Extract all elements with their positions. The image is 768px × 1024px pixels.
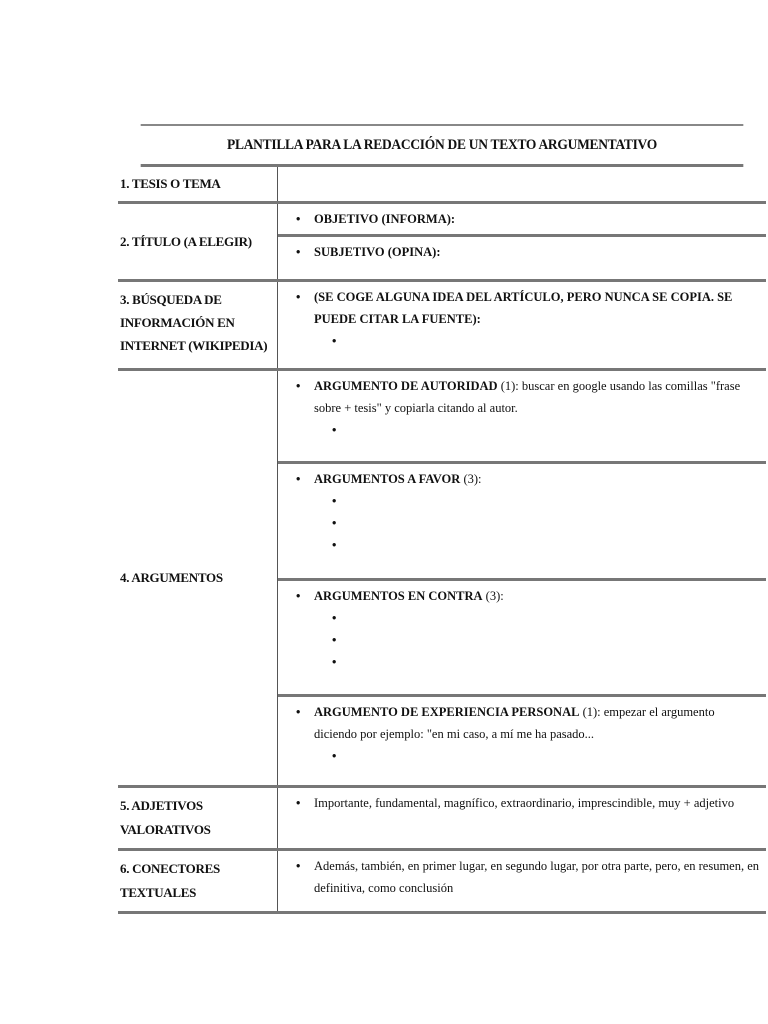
sub-bullet: •	[332, 611, 337, 625]
bullet: •	[296, 796, 301, 810]
bullet: •	[296, 472, 301, 486]
sub-bullet: •	[332, 494, 337, 508]
label-busqueda-line-2: INFORMACIÓN EN	[120, 315, 235, 330]
sub-bullet: •	[332, 655, 337, 669]
label-conectores-line-1: 6. CONECTORES	[120, 861, 220, 876]
argumento-experiencia-title: ARGUMENTO DE EXPERIENCIA PERSONAL	[314, 705, 580, 719]
bullet: •	[296, 859, 301, 873]
sub-bullet: •	[332, 633, 337, 647]
busqueda-text: (SE COGE ALGUNA IDEA DEL ARTÍCULO, PERO NUNCA SE COPIA. SE PUEDE CITAR LA FUENTE):	[314, 290, 733, 326]
argumentos-favor-text: (3):	[460, 472, 482, 486]
conectores-text: Además, también, en primer lugar, en segundo lugar, por otra parte, pero, en resumen, en definitiva, como conclusión	[314, 859, 760, 895]
argumentative-text-template	[118, 124, 766, 914]
sub-bullet: •	[332, 749, 337, 763]
row-busqueda	[118, 282, 766, 371]
cell-conectores	[278, 851, 766, 911]
label-adjetivos	[118, 788, 278, 848]
cell-tesis-empty	[278, 167, 766, 201]
label-adjetivos-line-2: VALORATIVOS	[120, 822, 211, 837]
label-busqueda-line-3: INTERNET (WIKIPEDIA)	[120, 338, 268, 353]
sub-bullet: •	[332, 423, 337, 437]
titulo-subjetivo-cell	[278, 234, 766, 279]
argumentos-favor-title: ARGUMENTOS A FAVOR	[314, 472, 461, 486]
row-argumentos	[118, 371, 766, 788]
bullet: •	[296, 589, 301, 603]
label-conectores	[118, 851, 278, 911]
argumentos-favor-cell	[278, 461, 766, 578]
bullet: •	[296, 379, 301, 393]
cell-titulo	[278, 204, 766, 279]
argumentos-contra-text: (3):	[482, 589, 504, 603]
cell-argumentos	[278, 371, 766, 785]
adjetivos-cell	[278, 788, 766, 816]
label-busqueda	[118, 282, 278, 368]
label-tesis: 1. TESIS O TEMA	[118, 167, 278, 201]
label-adjetivos-line-1: 5. ADJETIVOS	[120, 798, 203, 813]
titulo-objetivo-cell	[278, 204, 766, 234]
bullet: •	[296, 290, 301, 304]
argumento-experiencia-cell	[278, 694, 766, 785]
label-titulo: 2. TÍTULO (A ELEGIR)	[118, 204, 278, 279]
titulo-objetivo: OBJETIVO (INFORMA):	[314, 212, 456, 226]
sub-bullet: •	[332, 538, 337, 552]
busqueda-cell	[278, 282, 766, 354]
label-busqueda-line-1: 3. BÚSQUEDA DE	[120, 292, 222, 307]
bullet: •	[296, 245, 301, 259]
adjetivos-text: Importante, fundamental, magnífico, extraordinario, imprescindible, muy + adjetivo	[314, 796, 735, 810]
row-conectores	[118, 851, 766, 914]
argumento-autoridad-title: ARGUMENTO DE AUTORIDAD	[314, 379, 498, 393]
bullet: •	[296, 212, 301, 226]
cell-busqueda	[278, 282, 766, 368]
cell-adjetivos	[278, 788, 766, 848]
argumento-autoridad-text: (1): buscar en google usando las comillas "frase sobre + tesis" y copiarla citando al autor.	[314, 379, 741, 415]
sub-bullet: •	[332, 334, 337, 348]
document-title: PLANTILLA PARA LA REDACCIÓN DE UN TEXTO ARGUMENTATIVO	[141, 124, 744, 167]
row-tesis	[118, 167, 766, 204]
label-argumentos: 4. ARGUMENTOS	[118, 371, 278, 785]
row-adjetivos	[118, 788, 766, 851]
argumentos-contra-title: ARGUMENTOS EN CONTRA	[314, 589, 483, 603]
titulo-subjetivo: SUBJETIVO (OPINA):	[314, 245, 441, 259]
row-titulo	[118, 204, 766, 282]
bullet: •	[296, 705, 301, 719]
conectores-cell	[278, 851, 766, 901]
argumentos-contra-cell	[278, 578, 766, 694]
label-conectores-line-2: TEXTUALES	[120, 885, 197, 900]
argumento-experiencia-text: (1): empezar el argumento diciendo por ejemplo: "en mi caso, a mí me ha pasado...	[314, 705, 715, 741]
sub-bullet: •	[332, 516, 337, 530]
argumento-autoridad-cell	[278, 371, 766, 461]
